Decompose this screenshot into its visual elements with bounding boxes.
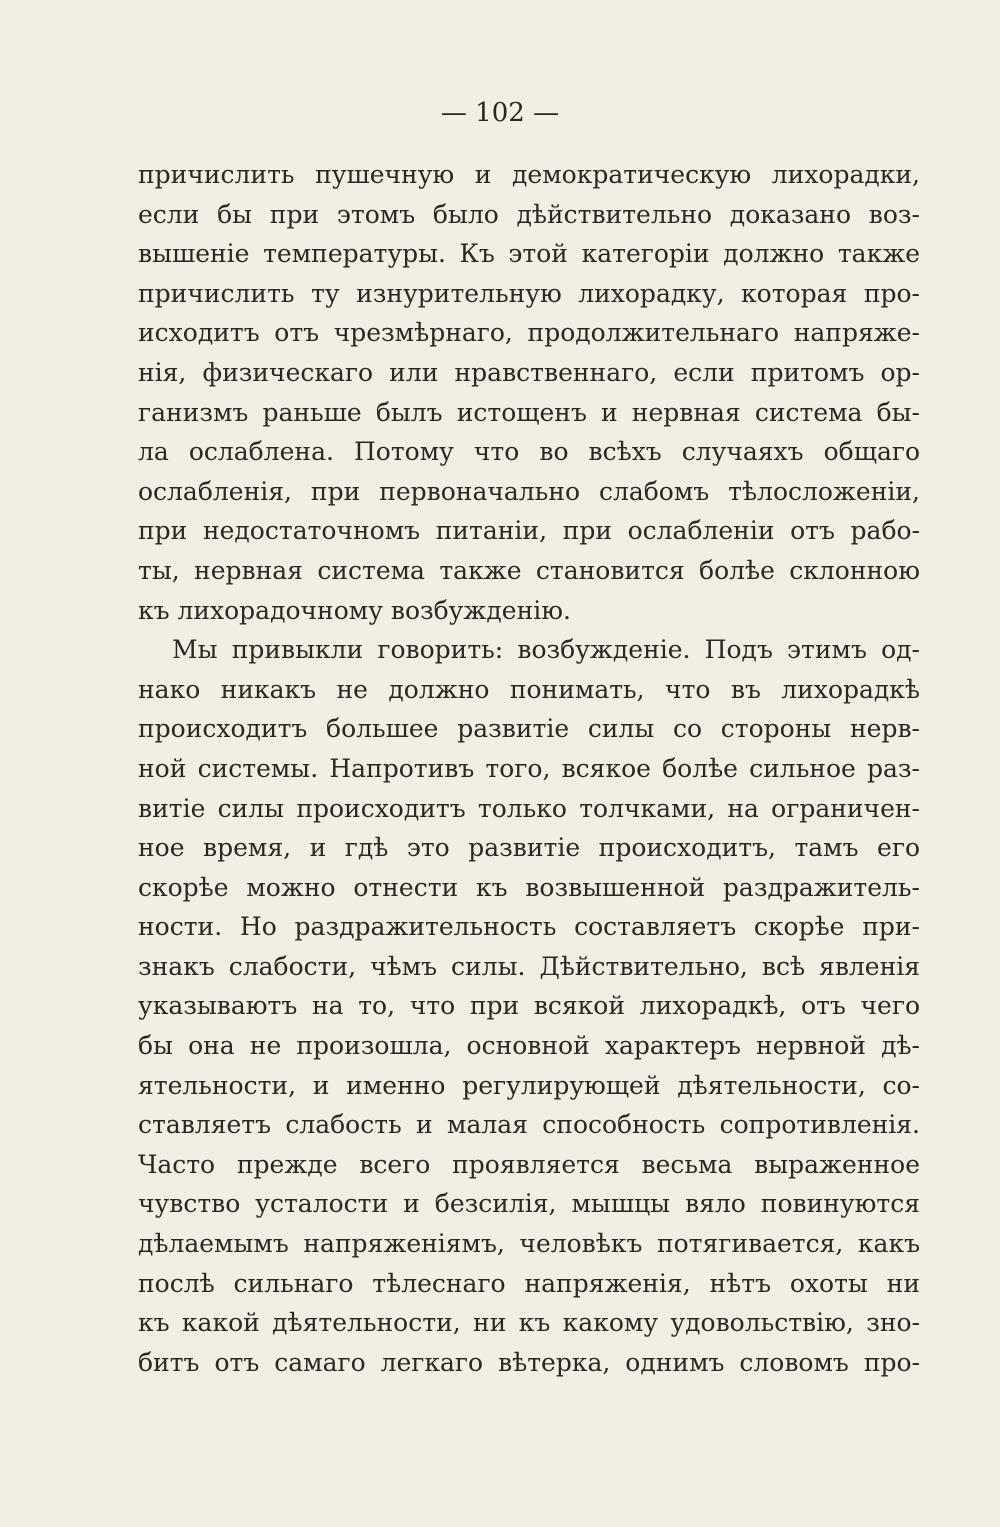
- text-line: нако никакъ не должно понимать, что въ лихорадкѣ: [138, 674, 920, 704]
- text-line: витіе силы происходитъ только толчками, на ограничен-: [138, 793, 920, 823]
- text-line-paragraph-start: Мы привыкли говорить: возбужденіе. Подъ этимъ од-: [172, 635, 920, 665]
- text-line: ослабленія, при первоначально слабомъ тѣлосложеніи,: [138, 476, 920, 506]
- text-line: исходитъ отъ чрезмѣрнаго, продолжительнаго напряже-: [138, 318, 920, 348]
- text-line: ла ослаблена. Потому что во всѣхъ случаяхъ общаго: [138, 437, 920, 467]
- text-line: происходитъ большее развитіе силы со стороны нерв-: [138, 714, 920, 744]
- body-text: [138, 155, 920, 1382]
- text-line-paragraph-end: къ лихорадочному возбужденію.: [138, 595, 571, 625]
- text-line: нія, физическаго или нравственнаго, если притомъ ор-: [138, 357, 920, 387]
- text-line: знакъ слабости, чѣмъ силы. Дѣйствительно, всѣ явленія: [138, 951, 920, 981]
- text-line: битъ отъ самаго легкаго вѣтерка, однимъ словомъ про-: [138, 1347, 920, 1377]
- text-line: причислить ту изнурительную лихорадку, которая про-: [138, 278, 920, 308]
- page-number: — 102 —: [440, 98, 560, 128]
- text-line: дѣлаемымъ напряженіямъ, человѣкъ потягивается, какъ: [138, 1229, 920, 1259]
- text-line: указываютъ на то, что при всякой лихорадкѣ, отъ чего: [138, 991, 920, 1021]
- text-line: при недостаточномъ питаніи, при ослабленіи отъ рабо-: [138, 516, 920, 546]
- text-line: если бы при этомъ было дѣйствительно доказано воз-: [138, 199, 920, 229]
- text-line: послѣ сильнаго тѣлеснаго напряженія, нѣтъ охоты ни: [138, 1268, 920, 1298]
- text-line: ности. Но раздражительность составляетъ скорѣе при-: [138, 912, 920, 942]
- text-line: ной системы. Напротивъ того, всякое болѣе сильное раз-: [138, 753, 920, 783]
- text-line: бы она не произошла, основной характеръ нервной дѣ-: [138, 1031, 920, 1061]
- text-line: скорѣе можно отнести къ возвышенной раздражитель-: [138, 872, 920, 902]
- text-line: ты, нервная система также становится болѣе склонною: [138, 555, 920, 585]
- text-line: къ какой дѣятельности, ни къ какому удовольствію, зно-: [138, 1308, 920, 1338]
- text-line: причислить пушечную и демократическую лихорадки,: [138, 160, 920, 189]
- text-line: ное время, и гдѣ это развитіе происходитъ, тамъ его: [138, 833, 920, 863]
- text-line: ятельности, и именно регулирующей дѣятельности, со-: [138, 1070, 920, 1100]
- text-line: Часто прежде всего проявляется весьма выраженное: [138, 1149, 920, 1179]
- text-line: ганизмъ раньше былъ истощенъ и нервная система бы-: [138, 397, 920, 427]
- text-line: чувство усталости и безсилія, мышцы вяло повинуются: [138, 1189, 920, 1219]
- text-line: вышеніе температуры. Къ этой категоріи должно также: [138, 239, 920, 269]
- text-line: ставляетъ слабость и малая способность сопротивленія.: [138, 1110, 920, 1140]
